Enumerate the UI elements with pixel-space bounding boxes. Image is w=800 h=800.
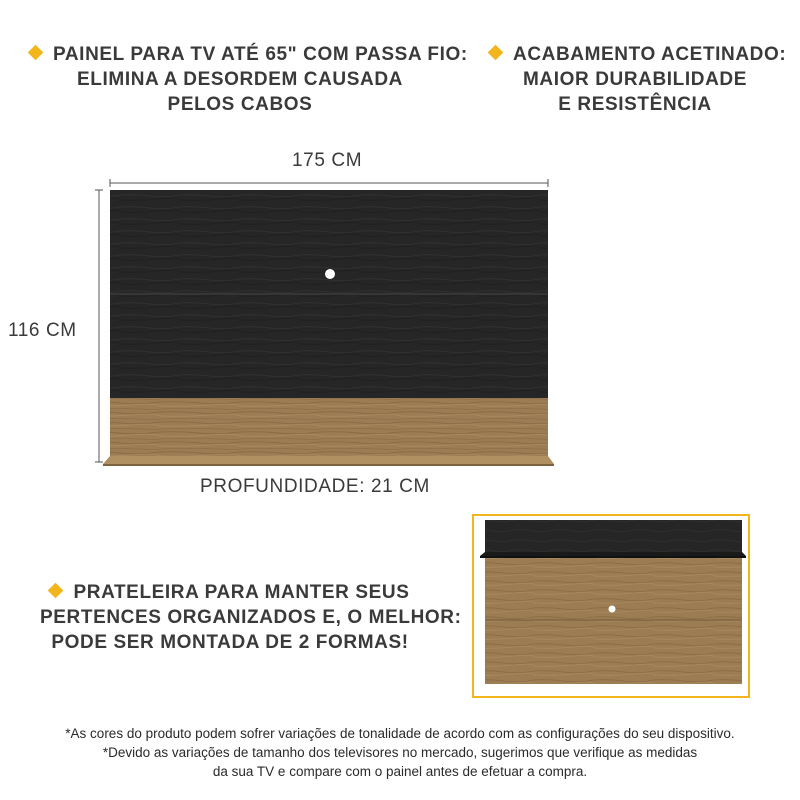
feature-finish-line-1: ACABAMENTO ACETINADO:	[490, 42, 780, 67]
depth-dimension-label: PROFUNDIDADE: 21 CM	[200, 476, 430, 497]
feature-shelf-line-3: PODE SER MONTADA DE 2 FORMAS!	[51, 632, 409, 653]
feature-finish-line-2: MAIOR DURABILIDADE	[522, 69, 747, 90]
cable-pass-hole-icon	[325, 269, 335, 279]
height-dimension-label: 116 CM	[8, 320, 77, 341]
disclaimer-line-3: da sua TV e compare com o painel antes de efetuar a compra.	[212, 764, 588, 779]
disclaimer-notes	[0, 724, 800, 781]
feature-shelf	[40, 580, 462, 655]
disclaimer-line-1: *As cores do produto podem sofrer variações de tonalidade de acordo com as configurações do seu dispositivo.	[65, 726, 735, 741]
feature-shelf-line-1: PRATELEIRA PARA MANTER SEUS	[40, 580, 420, 605]
alternate-configuration-thumbnail	[472, 514, 750, 698]
feature-panel-line-3: PELOS CABOS	[167, 94, 313, 115]
disclaimer-line-2: *Devido as variações de tamanho dos televisores no mercado, sugerimos que verifique as medidas	[102, 745, 698, 760]
feature-panel-line-1: PAINEL PARA TV ATÉ 65" COM PASSA FIO:	[30, 42, 450, 67]
diamond-icon	[48, 583, 64, 599]
alternate-panel-illustration	[474, 516, 748, 696]
feature-panel-line-2: ELIMINA A DESORDEM CAUSADA	[77, 69, 403, 90]
width-dimension-label: 175 CM	[292, 150, 363, 171]
feature-finish-line-3: E RESISTÊNCIA	[558, 94, 712, 115]
shelf	[103, 456, 554, 464]
feature-shelf-line-2: PERTENCES ORGANIZADOS E, O MELHOR:	[40, 607, 462, 628]
wood-panel-section	[110, 398, 548, 456]
cable-pass-hole-icon	[609, 606, 616, 613]
